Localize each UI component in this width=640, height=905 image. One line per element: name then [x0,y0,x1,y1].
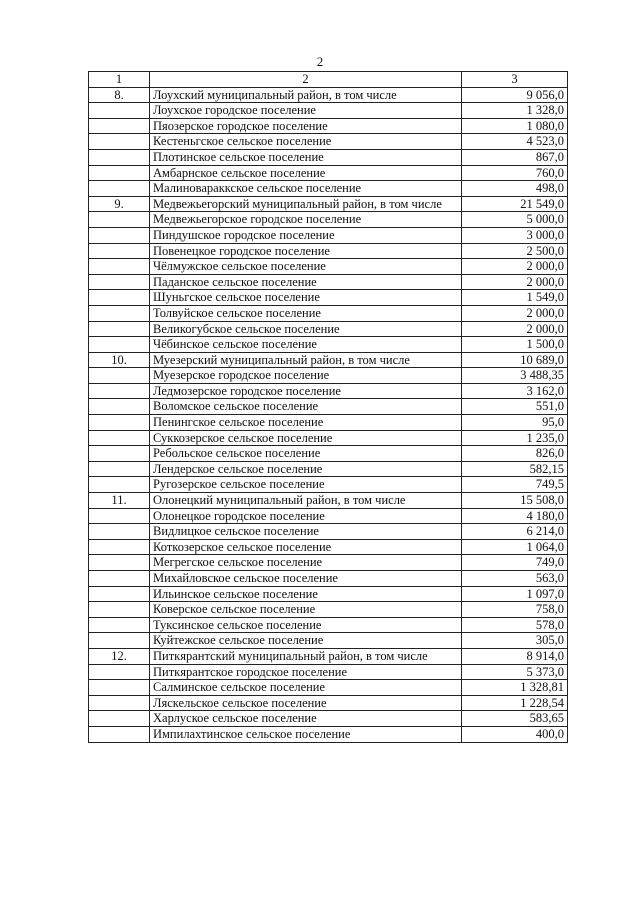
row-value: 4 523,0 [462,134,568,150]
header-col-2: 2 [150,72,462,88]
settlement-row [89,446,568,462]
row-name: Муезерское городское поселение [150,368,462,384]
row-name: Великогубское сельское поселение [150,321,462,337]
row-name: Чёбинское сельское поселение [150,337,462,353]
settlement-row [89,134,568,150]
row-name: Воломское сельское поселение [150,399,462,415]
row-name: Питкярантский муниципальный район, в том числе [150,648,462,664]
row-value: 3 488,35 [462,368,568,384]
row-number [89,321,150,337]
row-value: 21 549,0 [462,196,568,212]
row-name: Паданское сельское поселение [150,274,462,290]
row-number: 8. [89,87,150,103]
row-number [89,227,150,243]
row-name: Ледмозерское городское поселение [150,383,462,399]
row-number [89,134,150,150]
row-value: 551,0 [462,399,568,415]
row-number [89,617,150,633]
row-name: Муезерский муниципальный район, в том числе [150,352,462,368]
row-number: 12. [89,648,150,664]
row-name: Питкярантское городское поселение [150,664,462,680]
row-number [89,415,150,431]
row-value: 826,0 [462,446,568,462]
row-value: 1 328,81 [462,680,568,696]
row-name: Ильинское сельское поселение [150,586,462,602]
table-body [89,72,568,743]
row-number [89,539,150,555]
settlement-row [89,103,568,119]
row-name: Туксинское сельское поселение [150,617,462,633]
row-value: 6 214,0 [462,524,568,540]
row-name: Кестеньгское сельское поселение [150,134,462,150]
row-name: Харлуское сельское поселение [150,711,462,727]
settlement-row [89,539,568,555]
row-value: 1 080,0 [462,118,568,134]
row-value: 2 000,0 [462,259,568,275]
row-value: 1 328,0 [462,103,568,119]
row-number [89,571,150,587]
row-number [89,695,150,711]
settlement-row [89,368,568,384]
row-value: 749,5 [462,477,568,493]
settlement-row [89,461,568,477]
row-value: 760,0 [462,165,568,181]
row-number [89,664,150,680]
row-value: 400,0 [462,726,568,742]
row-number [89,368,150,384]
row-name: Медвежьегорское городское поселение [150,212,462,228]
settlement-row [89,633,568,649]
settlement-row [89,617,568,633]
header-col-1: 1 [89,72,150,88]
row-name: Пяозерское городское поселение [150,118,462,134]
row-value: 10 689,0 [462,352,568,368]
settlement-row [89,695,568,711]
row-number [89,305,150,321]
district-row [89,648,568,664]
row-value: 1 097,0 [462,586,568,602]
row-value: 2 500,0 [462,243,568,259]
settlement-row [89,477,568,493]
row-value: 305,0 [462,633,568,649]
row-value: 749,0 [462,555,568,571]
row-name: Амбарнское сельское поселение [150,165,462,181]
row-number [89,633,150,649]
row-value: 5 000,0 [462,212,568,228]
settlement-row [89,321,568,337]
settlement-row [89,524,568,540]
row-value: 867,0 [462,149,568,165]
settlement-row [89,290,568,306]
page-number: 2 [316,54,324,69]
settlement-row [89,680,568,696]
row-number [89,461,150,477]
settlement-row [89,274,568,290]
row-value: 2 000,0 [462,274,568,290]
settlement-row [89,259,568,275]
header-col-3: 3 [462,72,568,88]
settlement-row [89,118,568,134]
row-number [89,555,150,571]
district-row [89,493,568,509]
row-number [89,243,150,259]
row-name: Мегрегское сельское поселение [150,555,462,571]
row-number [89,259,150,275]
settlement-row [89,664,568,680]
settlement-row [89,571,568,587]
row-number [89,118,150,134]
settlement-row [89,430,568,446]
row-value: 578,0 [462,617,568,633]
row-number [89,726,150,742]
row-number [89,165,150,181]
row-number [89,711,150,727]
district-row [89,196,568,212]
row-name: Олонецкий муниципальный район, в том числе [150,493,462,509]
settlement-row [89,227,568,243]
row-value: 498,0 [462,181,568,197]
row-name: Лоухское городское поселение [150,103,462,119]
settlement-row [89,337,568,353]
row-name: Чёлмужское сельское поселение [150,259,462,275]
row-value: 3 000,0 [462,227,568,243]
row-value: 1 235,0 [462,430,568,446]
row-number [89,337,150,353]
row-number [89,680,150,696]
row-value: 3 162,0 [462,383,568,399]
row-name: Повенецкое городское поселение [150,243,462,259]
row-name: Ругозерское сельское поселение [150,477,462,493]
row-name: Михайловское сельское поселение [150,571,462,587]
table-header-row [89,72,568,88]
row-number [89,181,150,197]
row-name: Суккозерское сельское поселение [150,430,462,446]
row-value: 1 064,0 [462,539,568,555]
row-number [89,586,150,602]
row-number [89,508,150,524]
row-name: Лоухский муниципальный район, в том числе [150,87,462,103]
row-name: Плотинское сельское поселение [150,149,462,165]
district-row [89,87,568,103]
row-number [89,149,150,165]
row-number [89,430,150,446]
row-number [89,274,150,290]
row-value: 563,0 [462,571,568,587]
district-row [89,352,568,368]
row-value: 95,0 [462,415,568,431]
row-name: Пенингское сельское поселение [150,415,462,431]
allocation-table [88,71,568,743]
settlement-row [89,602,568,618]
row-value: 9 056,0 [462,87,568,103]
row-name: Олонецкое городское поселение [150,508,462,524]
row-name: Куйтежское сельское поселение [150,633,462,649]
row-number [89,290,150,306]
row-number [89,477,150,493]
row-number: 10. [89,352,150,368]
row-value: 758,0 [462,602,568,618]
settlement-row [89,555,568,571]
row-name: Медвежьегорский муниципальный район, в том числе [150,196,462,212]
row-number [89,524,150,540]
row-name: Видлицкое сельское поселение [150,524,462,540]
settlement-row [89,243,568,259]
row-value: 5 373,0 [462,664,568,680]
settlement-row [89,181,568,197]
settlement-row [89,399,568,415]
row-value: 4 180,0 [462,508,568,524]
row-name: Толвуйское сельское поселение [150,305,462,321]
row-value: 583,65 [462,711,568,727]
settlement-row [89,149,568,165]
row-value: 15 508,0 [462,493,568,509]
row-value: 8 914,0 [462,648,568,664]
row-number: 11. [89,493,150,509]
settlement-row [89,726,568,742]
row-number [89,383,150,399]
row-name: Коткозерское сельское поселение [150,539,462,555]
row-number [89,602,150,618]
row-name: Ребольское сельское поселение [150,446,462,462]
row-name: Малиновараккское сельское поселение [150,181,462,197]
settlement-row [89,711,568,727]
row-value: 1 228,54 [462,695,568,711]
row-value: 2 000,0 [462,321,568,337]
row-value: 582,15 [462,461,568,477]
row-number: 9. [89,196,150,212]
settlement-row [89,508,568,524]
row-number [89,446,150,462]
row-name: Шуньгское сельское поселение [150,290,462,306]
settlement-row [89,165,568,181]
settlement-row [89,212,568,228]
settlement-row [89,586,568,602]
settlement-row [89,415,568,431]
row-value: 1 500,0 [462,337,568,353]
settlement-row [89,305,568,321]
row-value: 2 000,0 [462,305,568,321]
row-number [89,103,150,119]
row-value: 1 549,0 [462,290,568,306]
row-name: Салминское сельское поселение [150,680,462,696]
settlement-row [89,383,568,399]
row-number [89,399,150,415]
row-name: Импилахтинское сельское поселение [150,726,462,742]
row-name: Лендерское сельское поселение [150,461,462,477]
row-name: Коверское сельское поселение [150,602,462,618]
row-name: Пиндушское городское поселение [150,227,462,243]
row-name: Ляскельское сельское поселение [150,695,462,711]
row-number [89,212,150,228]
